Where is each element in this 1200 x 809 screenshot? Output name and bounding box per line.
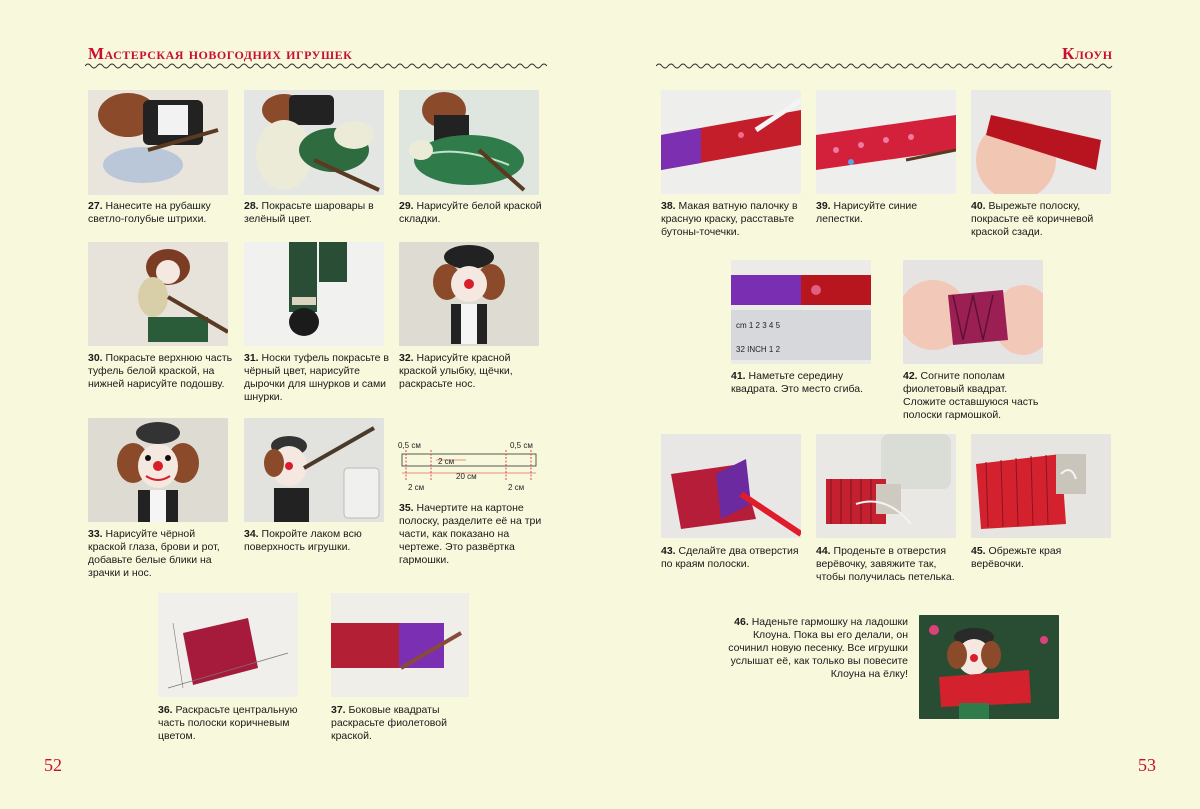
step-46-photo [919, 615, 1059, 719]
step-text: Обрежьте края верёвочки. [971, 545, 1062, 570]
step-number: 44. [816, 545, 831, 557]
step-33-photo [88, 418, 228, 522]
step-44-photo [816, 434, 956, 538]
step-text: Начертите на картоне полоску, разделите её на три части, как показано на чертеже. Это развёртка гармошки. [399, 502, 542, 566]
diagram-label-bottom-right: 2 см [508, 483, 525, 492]
diagram-label-top-left: 0,5 см [398, 441, 421, 450]
step-44-caption [816, 545, 961, 584]
header-divider-right [656, 62, 1114, 70]
step-text: Проденьте в отверстия верёвочку, завяжите так, чтобы получилась петелька. [816, 545, 955, 583]
step-number: 39. [816, 200, 831, 212]
step-37-caption [331, 704, 476, 743]
step-text: Нанесите на рубашку светло-голубые штрихи. [88, 200, 211, 225]
page-number-right: 53 [1138, 755, 1156, 775]
step-number: 41. [731, 370, 746, 382]
step-32-caption [399, 352, 544, 391]
diagram-label-inner: 2 см [438, 457, 455, 466]
step-43-caption [661, 545, 806, 571]
step-46-caption [728, 616, 908, 681]
step-42-caption [903, 370, 1048, 422]
step-34-photo [244, 418, 384, 522]
step-number: 42. [903, 370, 918, 382]
step-text: Покрасьте верхнюю часть туфель белой краской, на нижней нарисуйте подошву. [88, 352, 233, 390]
step-41-caption [731, 370, 876, 396]
step-number: 30. [88, 352, 103, 364]
step-33-caption [88, 528, 233, 580]
step-number: 45. [971, 545, 986, 557]
step-number: 40. [971, 200, 986, 212]
step-number: 46. [734, 616, 749, 628]
step-number: 34. [244, 528, 259, 540]
step-number: 33. [88, 528, 103, 540]
step-32-photo [399, 242, 539, 346]
step-34-caption [244, 528, 389, 554]
svg-text:32 INCH 1 2: 32 INCH 1 2 [736, 345, 781, 354]
step-45-caption [971, 545, 1116, 571]
step-number: 35. [399, 502, 414, 514]
step-text: Сделайте два отверстия по краям полоски. [661, 545, 799, 570]
step-28-photo [244, 90, 384, 195]
step-number: 29. [399, 200, 414, 212]
diagram-label-bottom-left: 2 см [408, 483, 425, 492]
step-42-photo [903, 260, 1043, 364]
diagram-label-total: 20 см [456, 472, 477, 481]
right-page [600, 0, 1200, 809]
strip-diagram [396, 440, 546, 500]
step-40-caption [971, 200, 1116, 239]
step-number: 37. [331, 704, 346, 716]
step-28-caption [244, 200, 389, 226]
step-38-caption [661, 200, 806, 239]
step-text: Покрасьте шаровары в зелёный цвет. [244, 200, 374, 225]
step-text: Наденьте гармошку на ладошки Клоуна. Пока вы его делали, он сочинил новую песенку. Все игрушки услышат её, как только вы повесите Клоуна на ёлку! [728, 616, 908, 680]
header-divider-left [85, 62, 547, 70]
step-43-photo [661, 434, 801, 538]
step-text: Покройте лаком всю поверхность игрушки. [244, 528, 362, 553]
step-37-photo [331, 593, 469, 697]
step-35-caption [399, 502, 544, 567]
step-text: Макая ватную палочку в красную краску, расставьте бутоны-точечки. [661, 200, 798, 238]
step-text: Нарисуйте красной краской улыбку, щёчки, раскрасьте нос. [399, 352, 513, 390]
step-text: Раскрасьте центральную часть полоски коричневым цветом. [158, 704, 298, 742]
step-30-caption [88, 352, 233, 391]
step-text: Наметьте середину квадрата. Это место сгиба. [731, 370, 864, 395]
step-45-photo [971, 434, 1111, 538]
step-text: Нарисуйте белой краской складки. [399, 200, 542, 225]
step-31-caption [244, 352, 389, 404]
step-number: 32. [399, 352, 414, 364]
step-30-photo [88, 242, 228, 346]
step-29-caption [399, 200, 544, 226]
step-36-caption [158, 704, 303, 743]
step-41-photo [731, 260, 871, 364]
step-text: Нарисуйте синие лепестки. [816, 200, 918, 225]
step-text: Нарисуйте чёрной краской глаза, брови и рот, добавьте белые блики на зрачки и нос. [88, 528, 220, 579]
step-39-caption [816, 200, 961, 226]
diagram-label-top-right: 0,5 см [510, 441, 533, 450]
step-36-photo [158, 593, 298, 697]
step-text: Боковые квадраты раскрасьте фиолетовой краской. [331, 704, 447, 742]
page-number-left: 52 [44, 755, 62, 775]
step-number: 28. [244, 200, 259, 212]
step-27-caption [88, 200, 233, 226]
step-number: 36. [158, 704, 173, 716]
step-29-photo [399, 90, 539, 195]
step-39-photo [816, 90, 956, 194]
page-header-right: Клоун [1062, 44, 1113, 63]
step-number: 43. [661, 545, 676, 557]
step-27-photo [88, 90, 228, 195]
step-number: 38. [661, 200, 676, 212]
step-38-photo [661, 90, 801, 194]
step-text: Согните пополам фиолетовый квадрат. Сложите оставшуюся часть полоски гармошкой. [903, 370, 1039, 421]
step-number: 27. [88, 200, 103, 212]
step-text: Вырежьте полоску, покрасьте её коричневой краской сзади. [971, 200, 1094, 238]
step-text: Носки туфель покрасьте в чёрный цвет, нарисуйте дырочки для шнурков и сами шнурки. [244, 352, 390, 403]
svg-text:cm 1 2 3 4 5: cm 1 2 3 4 5 [736, 321, 781, 330]
step-number: 31. [244, 352, 259, 364]
step-40-photo [971, 90, 1111, 194]
step-31-photo [244, 242, 384, 346]
page-header-left: Мастерская новогодних игрушек [88, 44, 353, 63]
